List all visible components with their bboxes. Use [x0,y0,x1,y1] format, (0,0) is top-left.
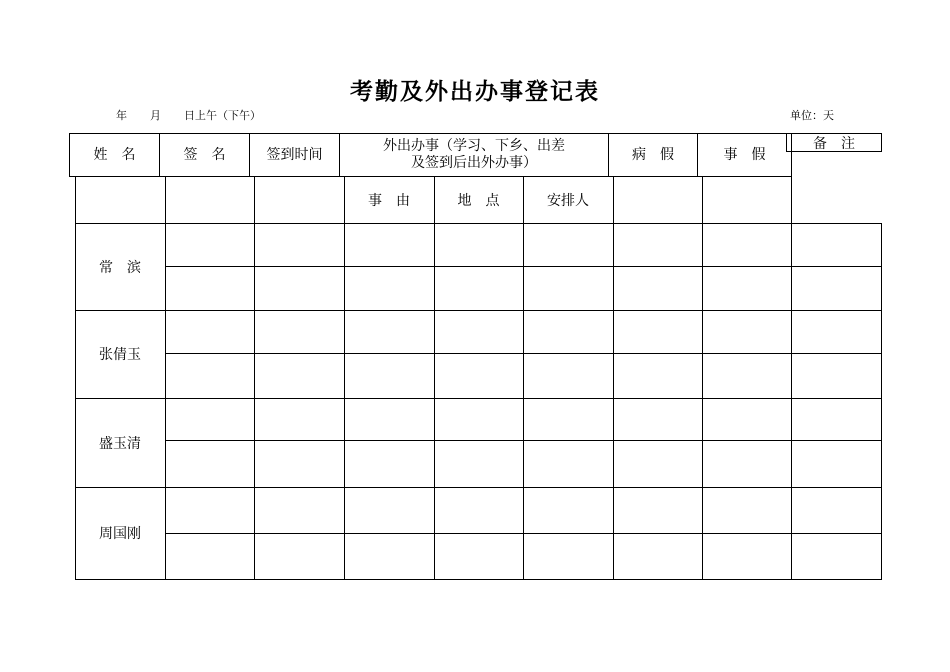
header-signature: 签 名 [160,134,250,176]
header-name: 姓 名 [70,134,160,176]
grid-line [165,266,882,267]
grid-line [791,177,792,580]
grid-line [165,533,882,534]
grid-line [523,177,524,580]
subheader-location: 地 点 [457,193,500,209]
grid-line [613,177,614,580]
person-name: 张倩玉 [99,347,141,363]
header-checkin-time: 签到时间 [250,134,340,176]
grid-line [344,177,345,580]
grid-line [75,487,882,488]
month-label: 月 [150,109,161,122]
subheader-arranger: 安排人 [547,193,589,209]
grid-line [165,440,882,441]
person-name: 常 滨 [99,259,141,276]
unit-label: 单位：天 [790,109,834,122]
grid-line [75,310,882,311]
grid-line [702,177,703,580]
grid-line [434,177,435,580]
header-remarks: 备 注 [786,133,882,152]
subheader-reason: 事 由 [368,193,410,209]
header-outing-line1: 外出办事（学习、下乡、出差 [383,138,565,154]
header-sick-leave: 病 假 [609,134,698,176]
header-personal-leave: 事 假 [723,146,766,163]
grid-line [75,223,882,224]
header-outing-line2: 及签到后出外办事） [411,155,537,171]
person-name: 盛玉清 [99,435,141,452]
person-name: 周国刚 [99,526,141,542]
grid-line [881,223,882,580]
year-label: 年 [116,109,127,122]
grid-line [165,177,166,580]
grid-line [254,177,255,580]
grid-line [75,398,882,399]
day-period-label: 日上午（下午） [184,109,261,122]
grid-line [75,579,882,580]
form-title: 考勤及外出办事登记表 [350,78,600,105]
grid-line [165,353,882,354]
